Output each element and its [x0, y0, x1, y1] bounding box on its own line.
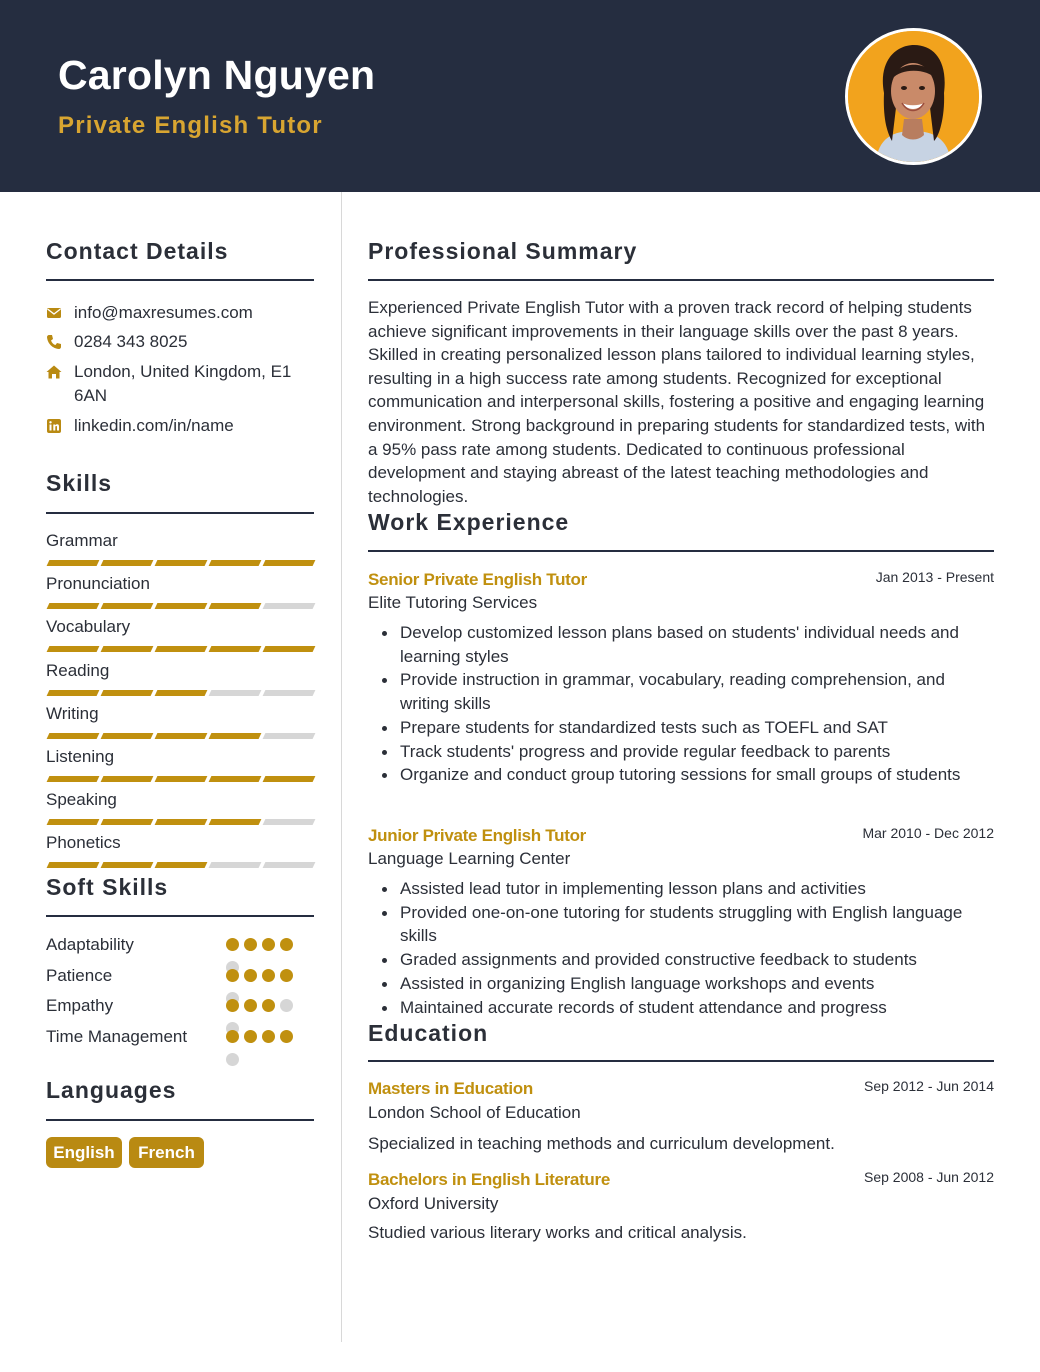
- list-item: Develop customized lesson plans based on students' individual needs and learning styles: [368, 621, 994, 668]
- work-title: Work Experience: [368, 509, 570, 535]
- contact-address: [46, 360, 314, 408]
- contact-linkedin-text[interactable]: linkedin.com/in/name: [74, 416, 234, 435]
- skill-level-segment: [155, 603, 208, 609]
- soft-skill-dot: [226, 969, 239, 982]
- soft-skills-divider: [46, 915, 314, 917]
- soft-skill-dot: [280, 999, 293, 1012]
- soft-skill-dot: [262, 938, 275, 951]
- education-description: Specialized in teaching methods and curriculum development.: [368, 1134, 835, 1153]
- skill-level-bar: [46, 733, 314, 739]
- contact-linkedin[interactable]: [46, 414, 314, 438]
- skill-level-segment: [101, 862, 154, 868]
- work-divider: [368, 550, 994, 552]
- skill-level-segment: [47, 690, 100, 696]
- skill-level-segment: [47, 646, 100, 652]
- skill-level-segment: [155, 733, 208, 739]
- skill-name: Reading: [46, 660, 110, 680]
- list-item: Assisted lead tutor in implementing lesson plans and activities: [368, 877, 994, 901]
- skill-level-segment: [209, 819, 262, 825]
- education-date: Sep 2008 - Jun 2012: [864, 1169, 994, 1185]
- list-item: Prepare students for standardized tests such as TOEFL and SAT: [368, 716, 994, 740]
- skill-level-segment: [47, 776, 100, 782]
- soft-skill-dot: [280, 938, 293, 951]
- school-name: London School of Education: [368, 1103, 581, 1122]
- skill-level-segment: [101, 733, 154, 739]
- skill-level-segment: [263, 819, 316, 825]
- skill-level-segment: [155, 862, 208, 868]
- skill-name: Vocabulary: [46, 617, 131, 637]
- skill-level-segment: [263, 776, 316, 782]
- contact-address-text: London, United Kingdom, E1 6AN: [74, 362, 292, 405]
- skill-level-segment: [209, 690, 262, 696]
- skill-level-segment: [209, 603, 262, 609]
- skill-level-bar: [46, 603, 314, 609]
- skill-level-segment: [47, 733, 100, 739]
- list-item: Graded assignments and provided constructive feedback to students: [368, 948, 994, 972]
- skill-name: Phonetics: [46, 833, 121, 853]
- skill-level-segment: [101, 690, 154, 696]
- summary-divider: [368, 279, 994, 281]
- soft-skill-dot: [262, 969, 275, 982]
- soft-skill-dot: [244, 999, 257, 1012]
- list-item: Maintained accurate records of student attendance and progress: [368, 996, 994, 1020]
- skill-level-segment: [209, 733, 262, 739]
- degree-title: Masters in Education: [368, 1079, 533, 1098]
- languages-divider: [46, 1119, 314, 1121]
- candidate-role: Private English Tutor: [58, 112, 323, 139]
- skill-level-bar: [46, 862, 314, 868]
- degree-title: Bachelors in English Literature: [368, 1170, 610, 1189]
- soft-skill-dot: [262, 1030, 275, 1043]
- skill-level-segment: [155, 819, 208, 825]
- skill-level-segment: [47, 603, 100, 609]
- education-divider: [368, 1060, 994, 1062]
- list-item: Assisted in organizing English language workshops and events: [368, 972, 994, 996]
- contact-email-text: info@maxresumes.com: [74, 303, 253, 322]
- job-title: Senior Private English Tutor: [368, 570, 587, 589]
- skill-level-segment: [209, 776, 262, 782]
- job-date: Jan 2013 - Present: [875, 569, 994, 585]
- summary-text: Experienced Private English Tutor with a proven track record of helping students achieve significant improvements in their language skills over the past 8 years. Skilled in creating personalized lesson plans tailored to individual learning styles, resulting in a high success rate among students. Recognized for exceptional communication and interpersonal skills, fostering a positive and engaging learning environment. Strong background in preparing students for standardized tests, with a 95% pass rate among students. Dedicated to continuous professional development and staying abreast of the latest teaching methodologies and technologies.: [368, 298, 986, 506]
- job-bullets: [368, 877, 994, 1019]
- skill-level-bar: [46, 646, 314, 652]
- contact-phone: [46, 330, 314, 354]
- list-item: Provide instruction in grammar, vocabulary, reading comprehension, and writing skills: [368, 668, 994, 715]
- skill-level-segment: [155, 560, 208, 566]
- envelope-icon: [46, 305, 62, 321]
- home-icon: [46, 364, 62, 380]
- education-date: Sep 2012 - Jun 2014: [864, 1078, 994, 1094]
- skill-name: Pronunciation: [46, 574, 150, 594]
- column-divider: [341, 192, 342, 1342]
- skill-level-segment: [47, 819, 100, 825]
- soft-skill-dot: [244, 938, 257, 951]
- list-item: Provided one-on-one tutoring for students struggling with English language skills: [368, 901, 994, 948]
- skill-level-segment: [155, 690, 208, 696]
- skill-level-segment: [155, 646, 208, 652]
- skill-level-segment: [155, 776, 208, 782]
- skill-level-segment: [263, 690, 316, 696]
- contact-divider: [46, 279, 314, 281]
- linkedin-icon: [46, 418, 62, 434]
- skill-name: Writing: [46, 703, 99, 723]
- contact-phone-text: 0284 343 8025: [74, 332, 188, 351]
- skill-level-bar: [46, 819, 314, 825]
- skill-name: Grammar: [46, 531, 118, 550]
- skill-level-segment: [101, 776, 154, 782]
- skill-level-segment: [101, 819, 154, 825]
- education-description: Studied various literary works and critical analysis.: [368, 1223, 747, 1242]
- job-date: Mar 2010 - Dec 2012: [862, 825, 994, 841]
- soft-skills-title: Soft Skills: [46, 874, 169, 900]
- school-name: Oxford University: [368, 1194, 499, 1213]
- soft-skill-dot: [262, 999, 275, 1012]
- skill-level-segment: [263, 560, 316, 566]
- soft-skill-name: Patience: [46, 966, 113, 985]
- language-chip: French: [129, 1137, 204, 1168]
- contact-email: [46, 301, 314, 325]
- skill-level-segment: [263, 733, 316, 739]
- job-organization: Language Learning Center: [368, 849, 571, 868]
- summary-title: Professional Summary: [368, 238, 638, 264]
- soft-skill-name: Empathy: [46, 996, 114, 1015]
- soft-skill-dot: [244, 1030, 257, 1043]
- skill-name: Listening: [46, 747, 115, 766]
- skill-level-segment: [47, 560, 100, 566]
- soft-skill-name: Time Management: [46, 1027, 188, 1046]
- skill-name: Speaking: [46, 790, 117, 810]
- phone-icon: [46, 334, 62, 350]
- list-item: Organize and conduct group tutoring sessions for small groups of students: [368, 763, 994, 787]
- skills-divider: [46, 512, 314, 514]
- skill-level-segment: [263, 646, 316, 652]
- candidate-name: Carolyn Nguyen: [58, 52, 376, 98]
- skill-level-bar: [46, 560, 314, 566]
- skill-level-segment: [47, 862, 100, 868]
- portrait-photo-icon: [848, 31, 979, 162]
- soft-skill-dot: [226, 999, 239, 1012]
- skill-level-segment: [263, 862, 316, 868]
- skill-level-segment: [101, 646, 154, 652]
- soft-skill-dot: [280, 1030, 293, 1043]
- skill-level-bar: [46, 776, 314, 782]
- skill-level-segment: [209, 646, 262, 652]
- contact-title: Contact Details: [46, 238, 229, 264]
- skill-level-bar: [46, 690, 314, 696]
- soft-skill-dot: [280, 969, 293, 982]
- education-title: Education: [368, 1020, 489, 1046]
- skill-level-segment: [209, 560, 262, 566]
- soft-skill-dot: [226, 1030, 239, 1043]
- resume-header: [0, 0, 1040, 192]
- job-organization: Elite Tutoring Services: [368, 593, 538, 612]
- list-item: Track students' progress and provide regular feedback to parents: [368, 740, 994, 764]
- languages-title: Languages: [46, 1077, 177, 1103]
- skill-level-segment: [101, 560, 154, 566]
- job-bullets: [368, 621, 994, 787]
- skills-title: Skills: [46, 470, 113, 496]
- soft-skill-dot: [244, 969, 257, 982]
- soft-skill-dot: [226, 1053, 239, 1066]
- languages-list: [46, 1137, 314, 1168]
- job-title: Junior Private English Tutor: [368, 826, 586, 845]
- skill-level-segment: [209, 862, 262, 868]
- skill-level-segment: [263, 603, 316, 609]
- profile-photo: [845, 28, 982, 165]
- skill-level-segment: [101, 603, 154, 609]
- language-chip: English: [46, 1137, 122, 1168]
- soft-skill-name: Adaptability: [46, 935, 134, 954]
- soft-skill-dot: [226, 938, 239, 951]
